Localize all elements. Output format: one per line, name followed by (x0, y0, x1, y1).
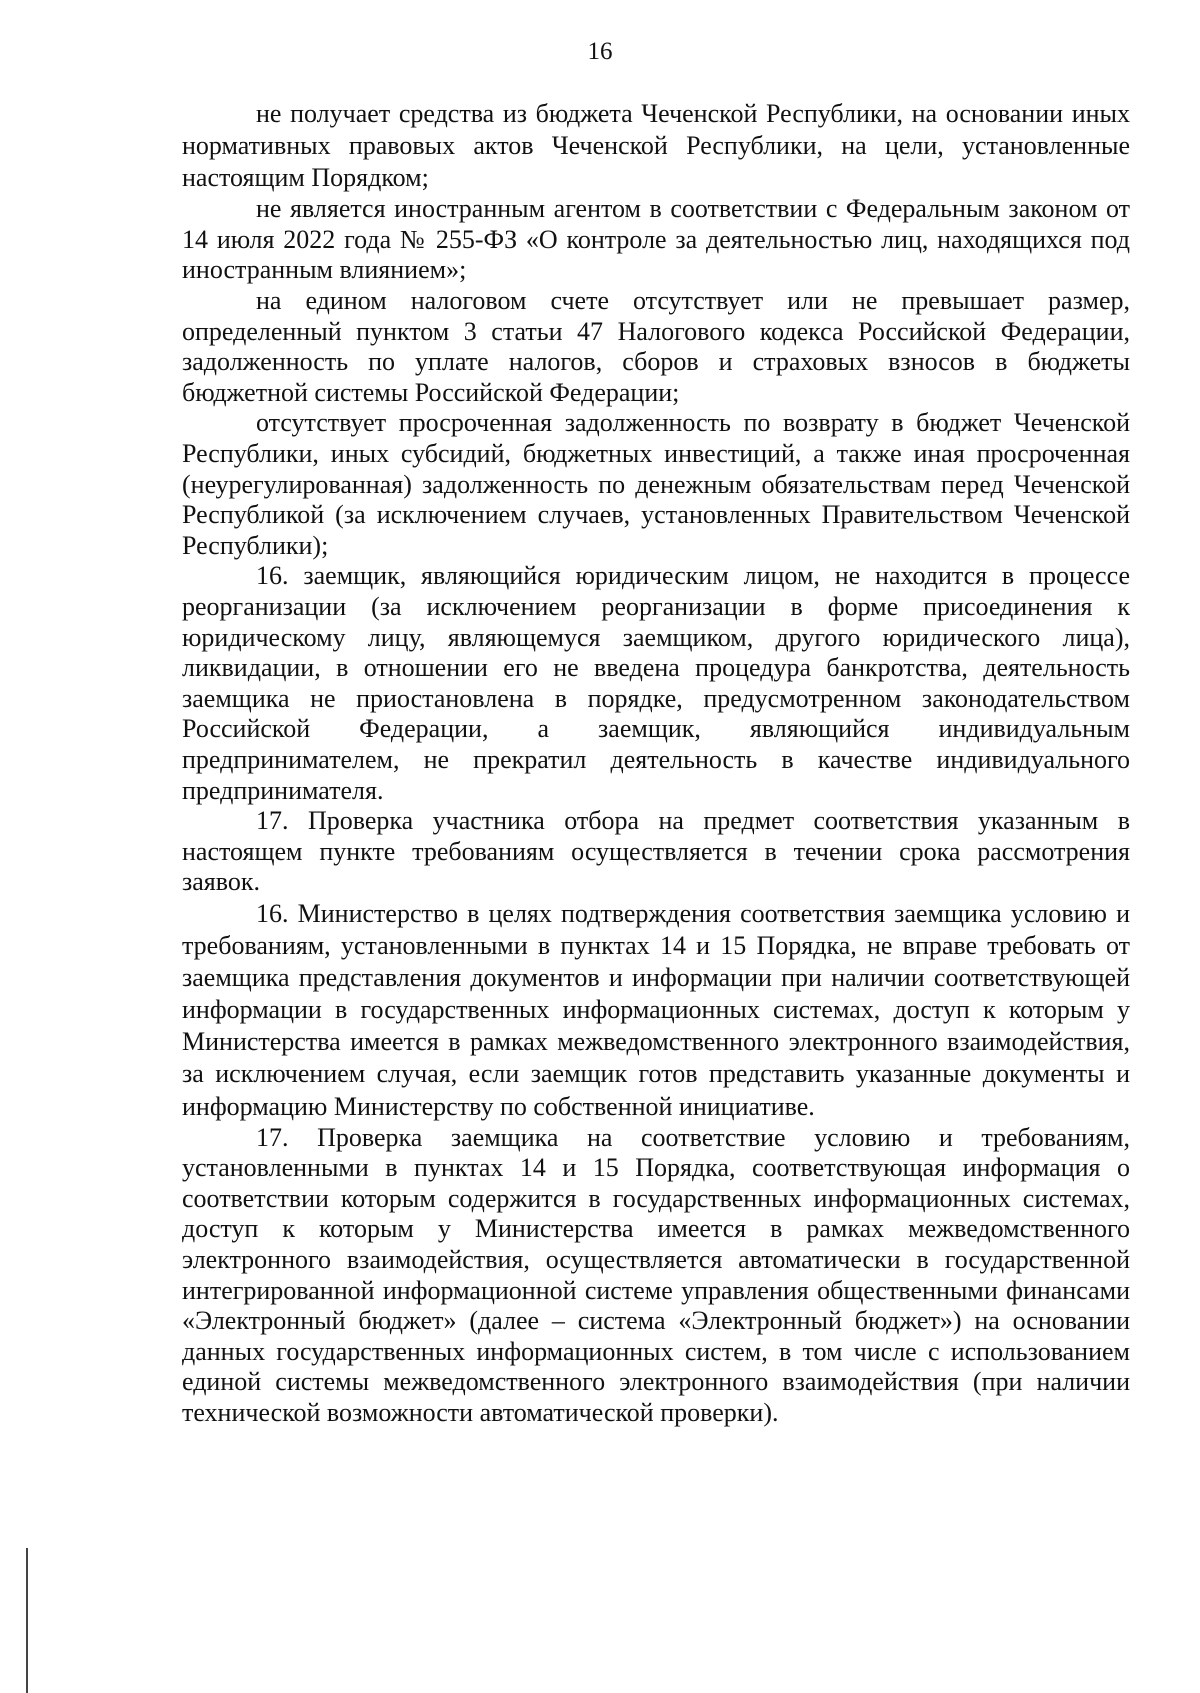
paragraph-17-verification: 17. Проверка участника отбора на предмет соответствия указанным в настоящем пункте требованиям осуществляется в течении срока рассмотрения заявок. (182, 806, 1130, 897)
paragraph-overdue-debt: отсутствует просроченная задолженность по возврату в бюджет Чеченской Республики, иных субсидий, бюджетных инвестиций, а также иная просроченная (неурегулированная) задолженность по денежным обязательствам перед Чеченской Республикой (за исключением случаев, установленных Правительством Чеченской Республики); (182, 408, 1130, 560)
document-body (182, 98, 1130, 1429)
paragraph-17-automatic-check: 17. Проверка заемщика на соответствие условию и требованиям, установленными в пунктах 14 и 15 Порядка, соответствующая информация о соответствии которым содержится в государственных информационных системах, доступ к которым у Министерства имеется в рамках межведомственного электронного взаимодействия, осуществляется автоматически в государственной интегрированной информационной системе управления общественными финансами «Электронный бюджет» (далее – система «Электронный бюджет») на основании данных государственных информационных систем, в том числе с использованием единой системы межведомственного электронного взаимодействия (при наличии технической возможности автоматической проверки). (182, 1122, 1130, 1427)
paragraph-16-reorganization: 16. заемщик, являющийся юридическим лицом, не находится в процессе реорганизации (за исключением реорганизации в форме присоединения к юридическому лицу, являющемуся заемщиком, другого юридического лица), ликвидации, в отношении его не введена процедура банкротства, деятельность заемщика не приостановлена в порядке, предусмотренном законодательством Российской Федерации, а заемщик, являющийся индивидуальным предпринимателем, не прекратил деятельность в качестве индивидуального предпринимателя. (182, 561, 1130, 805)
scan-edge-line (26, 1548, 28, 1693)
paragraph-tax-debt: на едином налоговом счете отсутствует или не превышает размер, определенный пунктом 3 статьи 47 Налогового кодекса Российской Федерации, задолженность по уплате налогов, сборов и страховых взносов в бюджеты бюджетной системы Российской Федерации; (182, 286, 1130, 407)
paragraph-16-ministry: 16. Министерство в целях подтверждения соответствия заемщика условию и требованиям, установленными в пунктах 14 и 15 Порядка, не вправе требовать от заемщика представления документов и информации при наличии соответствующей информации в государственных информационных системах, доступ к которым у Министерства имеется в рамках межведомственного электронного взаимодействия, за исключением случая, если заемщик готов представить указанные документы и информацию Министерству по собственной инициативе. (182, 898, 1130, 1121)
paragraph-not-foreign-agent: не является иностранным агентом в соответствии с Федеральным законом от 14 июля 2022 года № 255-ФЗ «О контроле за деятельностью лиц, находящихся под иностранным влиянием»; (182, 194, 1130, 285)
page-number: 16 (587, 38, 613, 65)
paragraph-no-budget-funds: не получает средства из бюджета Чеченской Республики, на основании иных нормативных правовых актов Чеченской Республики, на цели, установленные настоящим Порядком; (182, 99, 1130, 193)
